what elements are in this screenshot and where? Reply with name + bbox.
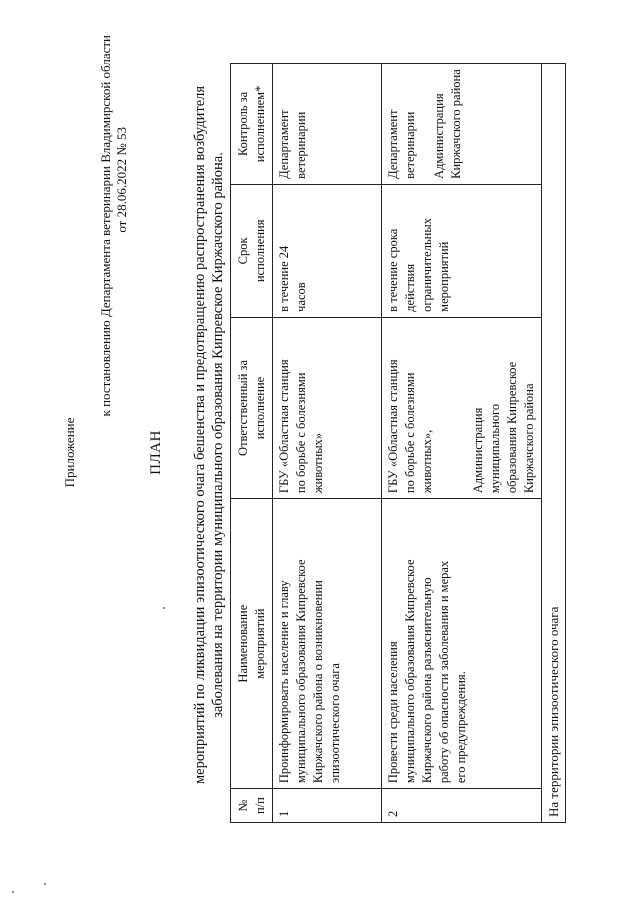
appendix-title: Приложение	[62, 417, 77, 488]
row-activity-name: Провести среди населения муниципального образования Кипревское Киржачского района разъяснительную работу об опасности заболевания и мерах его предупреждения.	[382, 499, 542, 789]
row-responsible: ГБУ «Областная станция по борьбе с болезнями животных»	[273, 317, 382, 498]
header-deadline: Срок исполнения	[231, 184, 273, 317]
header-number: № п/п	[231, 789, 273, 823]
row-number: 1	[273, 789, 382, 823]
table-row	[273, 64, 382, 823]
spacer	[419, 69, 431, 179]
row-deadline: в течение 24 часов	[273, 184, 382, 317]
table-row	[382, 64, 542, 823]
row-responsible: ГБУ «Областная станция по борьбе с болезнями животных», Администрация муниципального образования Кипревское Киржачского района	[382, 317, 542, 498]
row-deadline: в течение срока действия ограничительных мероприятий	[382, 184, 542, 317]
spacer	[436, 323, 470, 493]
row-control: Департамент ветеринарии Администрация Киржачского района	[382, 64, 542, 185]
scan-speck	[12, 891, 14, 893]
table-header-row	[231, 64, 273, 823]
section-row	[542, 64, 566, 823]
header-control: Контроль за исполнением*	[231, 64, 273, 185]
scan-speck	[44, 883, 46, 885]
appendix-decree-line: к постановлению Департамента ветеринарии Владимирской области	[98, 35, 113, 417]
plan-subtitle-line-2: заболевания на территории муниципального образования Кипревское Киржачского района.	[210, 152, 226, 718]
appendix-date-line: от 28.06.2022 № 53	[114, 127, 129, 233]
section-label: На территории эпизоотического очага	[542, 64, 566, 823]
row-control: Департамент ветеринарии	[273, 64, 382, 185]
header-responsible: Ответственный за исполнение	[231, 317, 273, 498]
row-activity-name: Проинформировать население и главу муниципального образования Кипревское Киржачского района о возникновении эпизоотического очага	[273, 499, 382, 789]
plan-title: ПЛАН	[148, 430, 164, 475]
plan-table	[230, 63, 566, 823]
row-number: 2	[382, 789, 542, 823]
plan-subtitle-line-1: мероприятий по ликвидации эпизоотического очага бешенства и предотвращению распространения возбудителя	[192, 85, 208, 785]
header-activity-name: Наименование мероприятий	[231, 499, 273, 789]
